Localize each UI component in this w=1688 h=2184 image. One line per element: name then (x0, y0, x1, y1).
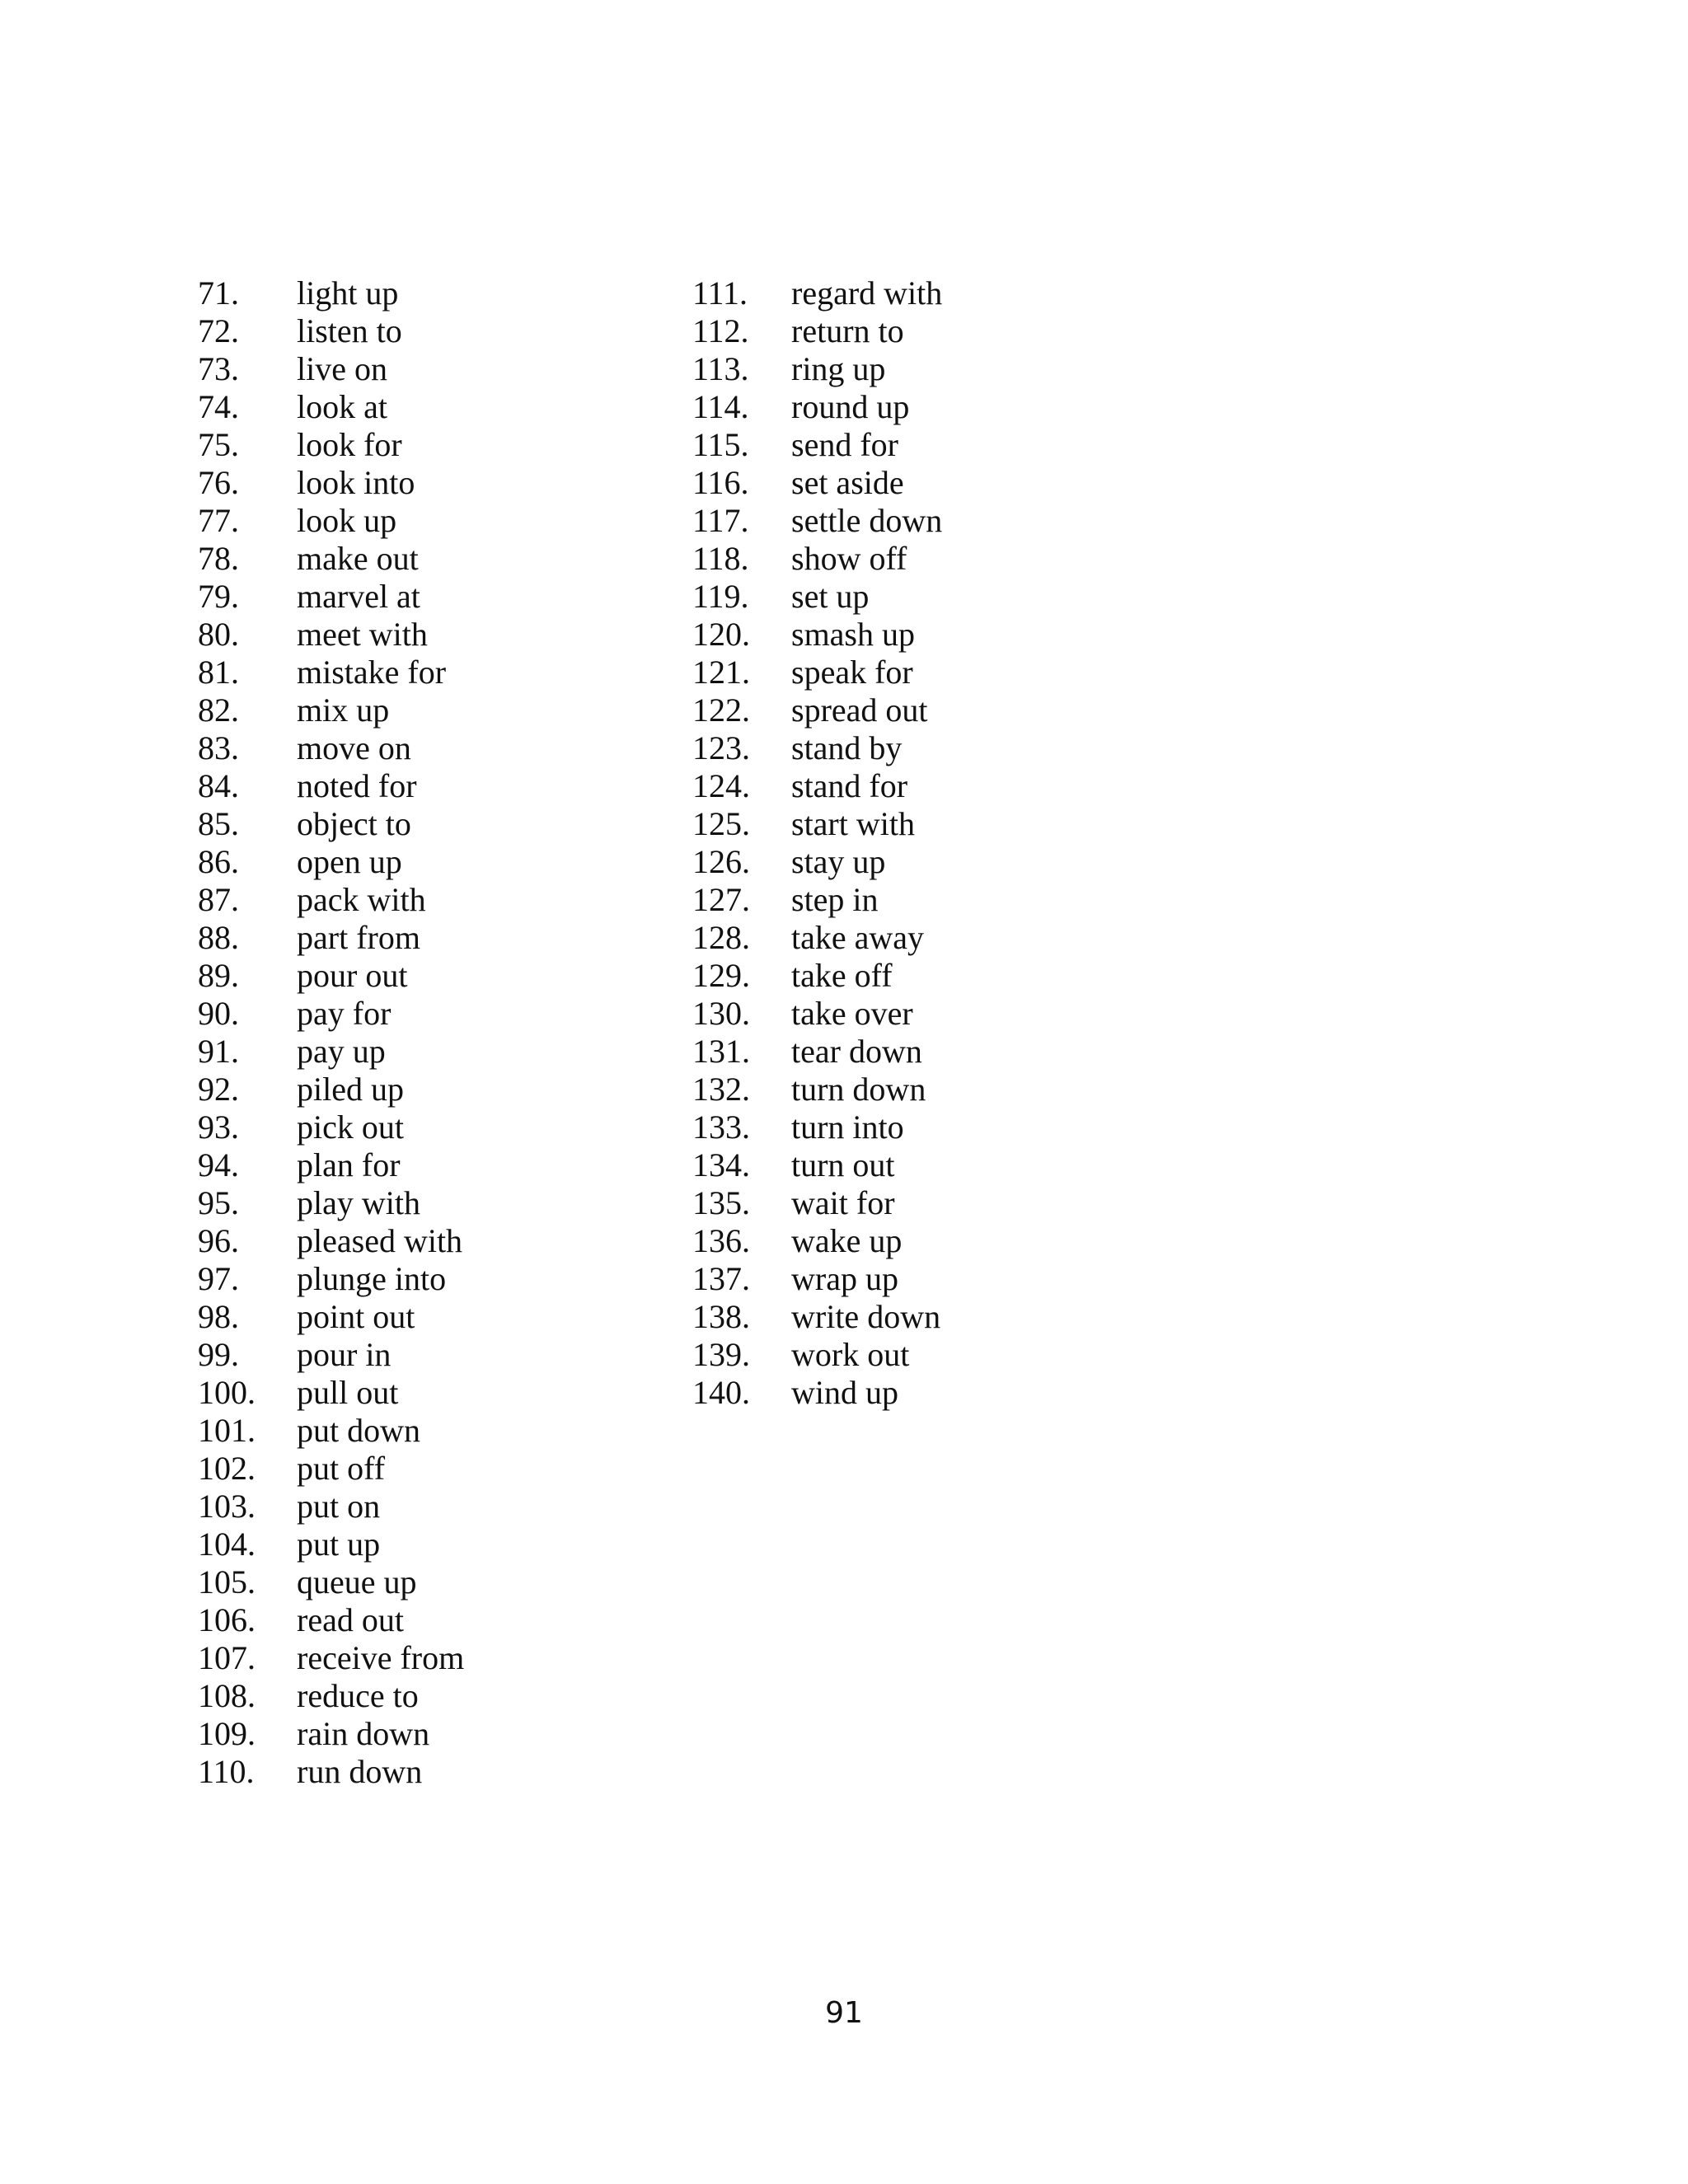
item-number: 131. (692, 1033, 750, 1070)
item-term: pay for (297, 995, 392, 1032)
item-number: 99. (198, 1336, 239, 1373)
item-term: receive from (297, 1639, 465, 1676)
item-number: 132. (692, 1071, 750, 1108)
item-number: 108. (198, 1677, 256, 1714)
item-number: 101. (198, 1412, 256, 1449)
item-term: regard with (791, 274, 943, 312)
item-term: light up (297, 274, 399, 312)
item-number: 75. (198, 426, 239, 463)
item-term: play with (297, 1184, 420, 1221)
item-number: 116. (692, 464, 749, 501)
item-number: 109. (198, 1715, 256, 1752)
item-number: 135. (692, 1184, 750, 1221)
item-number: 134. (692, 1146, 750, 1183)
item-term: send for (791, 426, 898, 463)
item-term: wait for (791, 1184, 895, 1221)
page-number: 91 (825, 1996, 863, 2030)
item-term: mix up (297, 691, 390, 729)
item-number: 73. (198, 350, 239, 387)
item-number: 124. (692, 767, 750, 804)
item-number: 119. (692, 578, 749, 615)
item-term: put up (297, 1526, 381, 1563)
item-number: 83. (198, 729, 239, 766)
item-term: read out (297, 1601, 404, 1638)
item-term: write down (791, 1298, 941, 1335)
item-term: pleased with (297, 1222, 463, 1259)
item-term: pack with (297, 881, 426, 918)
item-term: show off (791, 540, 907, 577)
item-number: 97. (198, 1260, 239, 1297)
item-term: look into (297, 464, 415, 501)
item-term: piled up (297, 1071, 404, 1108)
item-term: pour out (297, 957, 408, 994)
item-term: marvel at (297, 578, 420, 615)
item-number: 76. (198, 464, 239, 501)
item-number: 113. (692, 350, 749, 387)
item-number: 94. (198, 1146, 239, 1183)
item-term: meet with (297, 616, 428, 653)
item-term: ring up (791, 350, 886, 387)
item-term: make out (297, 540, 419, 577)
item-number: 92. (198, 1071, 239, 1108)
item-term: settle down (791, 502, 943, 539)
item-number: 98. (198, 1298, 239, 1335)
item-number: 136. (692, 1222, 750, 1259)
item-term: rain down (297, 1715, 430, 1752)
item-term: noted for (297, 767, 417, 804)
item-term: set aside (791, 464, 904, 501)
item-term: live on (297, 350, 387, 387)
item-number: 130. (692, 995, 750, 1032)
item-number: 87. (198, 881, 239, 918)
item-number: 123. (692, 729, 750, 766)
item-term: work out (791, 1336, 910, 1373)
item-term: take off (791, 957, 893, 994)
item-term: wind up (791, 1374, 898, 1411)
item-number: 125. (692, 805, 750, 842)
item-term: tear down (791, 1033, 922, 1070)
item-term: pour in (297, 1336, 392, 1373)
item-number: 140. (692, 1374, 750, 1411)
item-number: 137. (692, 1260, 750, 1297)
item-number: 90. (198, 995, 239, 1032)
item-term: speak for (791, 654, 913, 691)
item-number: 93. (198, 1108, 239, 1146)
item-term: put down (297, 1412, 420, 1449)
item-term: wake up (791, 1222, 903, 1259)
item-term: spread out (791, 691, 928, 729)
item-term: smash up (791, 616, 915, 653)
item-number: 82. (198, 691, 239, 729)
item-number: 72. (198, 312, 239, 349)
item-term: step in (791, 881, 879, 918)
item-number: 128. (692, 919, 750, 956)
item-number: 129. (692, 957, 750, 994)
item-number: 74. (198, 388, 239, 425)
item-number: 121. (692, 654, 750, 691)
item-term: reduce to (297, 1677, 419, 1714)
item-number: 122. (692, 691, 750, 729)
item-term: turn into (791, 1108, 904, 1146)
item-term: plunge into (297, 1260, 447, 1297)
item-number: 95. (198, 1184, 239, 1221)
item-term: listen to (297, 312, 402, 349)
item-number: 120. (692, 616, 750, 653)
item-number: 88. (198, 919, 239, 956)
item-number: 126. (692, 843, 750, 880)
item-number: 86. (198, 843, 239, 880)
item-number: 107. (198, 1639, 256, 1676)
item-number: 139. (692, 1336, 750, 1373)
item-term: run down (297, 1753, 423, 1790)
item-term: take over (791, 995, 913, 1032)
item-term: queue up (297, 1563, 417, 1601)
item-term: wrap up (791, 1260, 898, 1297)
item-term: object to (297, 805, 411, 842)
item-number: 81. (198, 654, 239, 691)
item-number: 84. (198, 767, 239, 804)
item-number: 71. (198, 274, 239, 312)
item-number: 110. (198, 1753, 255, 1790)
item-term: plan for (297, 1146, 401, 1183)
item-term: pull out (297, 1374, 399, 1411)
item-term: put off (297, 1450, 386, 1487)
item-term: move on (297, 729, 411, 766)
item-term: look at (297, 388, 387, 425)
item-number: 85. (198, 805, 239, 842)
item-term: pay up (297, 1033, 386, 1070)
item-number: 138. (692, 1298, 750, 1335)
item-number: 111. (692, 274, 748, 312)
item-number: 117. (692, 502, 749, 539)
item-term: stand by (791, 729, 903, 766)
item-number: 103. (198, 1488, 256, 1525)
item-term: pick out (297, 1108, 404, 1146)
item-number: 96. (198, 1222, 239, 1259)
item-term: start with (791, 805, 915, 842)
item-number: 104. (198, 1526, 256, 1563)
item-term: return to (791, 312, 904, 349)
item-term: part from (297, 919, 420, 956)
item-number: 102. (198, 1450, 256, 1487)
item-number: 91. (198, 1033, 239, 1070)
item-term: look for (297, 426, 402, 463)
item-number: 80. (198, 616, 239, 653)
item-term: stay up (791, 843, 886, 880)
item-term: turn out (791, 1146, 895, 1183)
item-number: 106. (198, 1601, 256, 1638)
item-term: mistake for (297, 654, 447, 691)
item-number: 79. (198, 578, 239, 615)
item-number: 118. (692, 540, 749, 577)
item-number: 127. (692, 881, 750, 918)
item-term: open up (297, 843, 402, 880)
item-term: round up (791, 388, 910, 425)
item-number: 78. (198, 540, 239, 577)
item-term: stand for (791, 767, 908, 804)
item-term: set up (791, 578, 870, 615)
item-number: 133. (692, 1108, 750, 1146)
item-term: take away (791, 919, 925, 956)
item-number: 115. (692, 426, 749, 463)
item-number: 112. (692, 312, 749, 349)
item-term: look up (297, 502, 397, 539)
item-number: 114. (692, 388, 749, 425)
item-term: put on (297, 1488, 381, 1525)
item-term: point out (297, 1298, 415, 1335)
item-number: 77. (198, 502, 239, 539)
item-number: 89. (198, 957, 239, 994)
item-number: 105. (198, 1563, 256, 1601)
item-term: turn down (791, 1071, 926, 1108)
item-number: 100. (198, 1374, 256, 1411)
